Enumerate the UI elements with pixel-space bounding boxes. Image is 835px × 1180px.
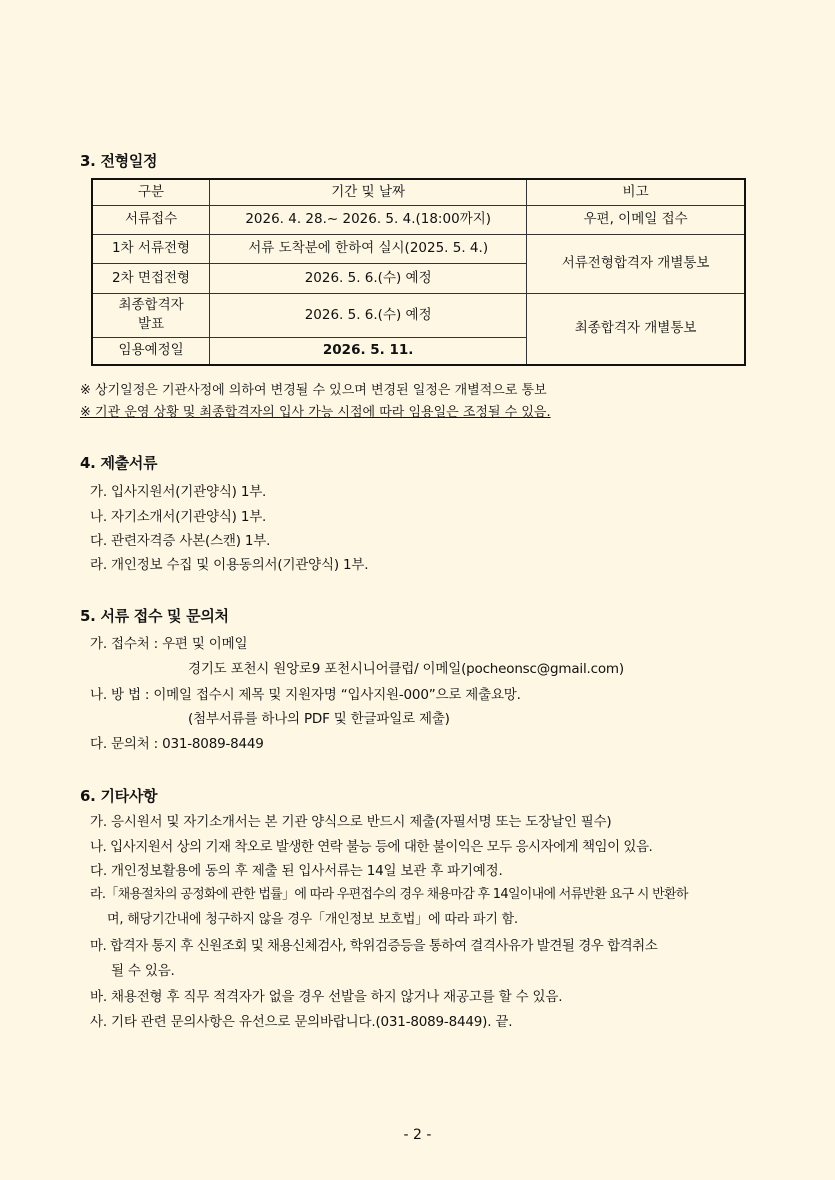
list-item: 마. 합격자 통지 후 신원조회 및 채용신체검사, 학위검증등을 통하여 결격사유가 발견될 경우 합격취소 xyxy=(90,938,658,954)
list-item: 다. 문의처 : 031-8089-8449 xyxy=(90,736,264,752)
table-cell: 서류접수 xyxy=(92,205,210,234)
table-cell: 임용예정일 xyxy=(92,337,210,365)
list-item: 나. 방 법 : 이메일 접수시 제목 및 지원자명 “입사지원-000”으로 제출요망. xyxy=(90,687,521,703)
table-row xyxy=(92,234,745,263)
page-number: - 2 - xyxy=(403,1127,432,1143)
table-row xyxy=(92,205,745,234)
section-6-title: 6. 기타사항 xyxy=(80,787,158,805)
table-cell xyxy=(92,293,210,337)
table-cell: 우편, 이메일 접수 xyxy=(527,205,745,234)
table-header-row xyxy=(92,179,745,205)
list-item: 바. 채용전형 후 직무 적격자가 없을 경우 선발을 하지 않거나 재공고를 할 수 있음. xyxy=(90,989,563,1005)
list-item-detail: 경기도 포천시 원앙로9 포천시니어클럽/ 이메일(pocheonsc@gmail.com) xyxy=(188,661,624,677)
list-item: 가. 응시원서 및 자기소개서는 본 기관 양식으로 반드시 제출(자필서명 또는 도장날인 필수) xyxy=(90,814,612,830)
list-item: 나. 입사지원서 상의 기재 착오로 발생한 연락 불능 등에 대한 불이익은 모두 응시자에게 책임이 있음. xyxy=(90,839,653,855)
table-cell: 최종합격자 개별통보 xyxy=(527,293,745,365)
section-4-title: 4. 제출서류 xyxy=(80,454,158,472)
section-3-title: 3. 전형일정 xyxy=(80,152,158,170)
table-cell: 1차 서류전형 xyxy=(92,234,210,263)
schedule-note: ※ 상기일정은 기관사정에 의하여 변경될 수 있으며 변경된 일정은 개별적으로 통보 xyxy=(80,383,547,398)
schedule-table xyxy=(91,178,746,366)
table-cell-line: 최종합격자 xyxy=(118,297,184,313)
table-cell: 2026. 5. 6.(수) 예정 xyxy=(210,293,527,337)
list-item: 가. 접수처 : 우편 및 이메일 xyxy=(90,636,248,652)
table-row xyxy=(92,293,745,337)
table-header: 구분 xyxy=(92,179,210,205)
list-item-detail: (첨부서류를 하나의 PDF 및 한글파일로 제출) xyxy=(188,711,450,727)
table-cell: 서류전형합격자 개별통보 xyxy=(527,234,745,293)
list-item: 사. 기타 관련 문의사항은 유선으로 문의바랍니다.(031-8089-8449). 끝. xyxy=(90,1014,513,1030)
list-item: 다. 개인정보활용에 동의 후 제출 된 입사서류는 14일 보관 후 파기예정. xyxy=(90,863,503,879)
table-cell: 2026. 5. 6.(수) 예정 xyxy=(210,263,527,293)
list-item: 라. 개인정보 수집 및 이용동의서(기관양식) 1부. xyxy=(90,557,369,573)
section-5-title: 5. 서류 접수 및 문의처 xyxy=(80,607,229,625)
table-cell: 2026. 4. 28.~ 2026. 5. 4.(18:00까지) xyxy=(210,205,527,234)
table-header: 기간 및 날짜 xyxy=(210,179,527,205)
table-cell: 2026. 5. 11. xyxy=(210,337,527,365)
table-cell: 서류 도착분에 한하여 실시(2025. 5. 4.) xyxy=(210,234,527,263)
list-item: 다. 관련자격증 사본(스캔) 1부. xyxy=(90,533,271,549)
table-cell: 2차 면접전형 xyxy=(92,263,210,293)
list-item: 가. 입사지원서(기관양식) 1부. xyxy=(90,484,267,500)
table-header: 비고 xyxy=(527,179,745,205)
list-item-continuation: 며, 해당기간내에 청구하지 않을 경우「개인정보 보호법」에 따라 파기 함. xyxy=(107,912,518,927)
list-item: 라.「채용절차의 공정화에 관한 법률」에 따라 우편접수의 경우 채용마감 후 14일이내에 서류반환 요구 시 반환하 xyxy=(90,887,688,902)
list-item-continuation: 될 수 있음. xyxy=(111,963,175,979)
table-cell-line: 발표 xyxy=(138,316,165,332)
list-item: 나. 자기소개서(기관양식) 1부. xyxy=(90,509,267,525)
schedule-note-underlined: ※ 기관 운영 상황 및 최종합격자의 입사 가능 시점에 따라 임용일은 조정될 수 있음. xyxy=(80,405,551,420)
